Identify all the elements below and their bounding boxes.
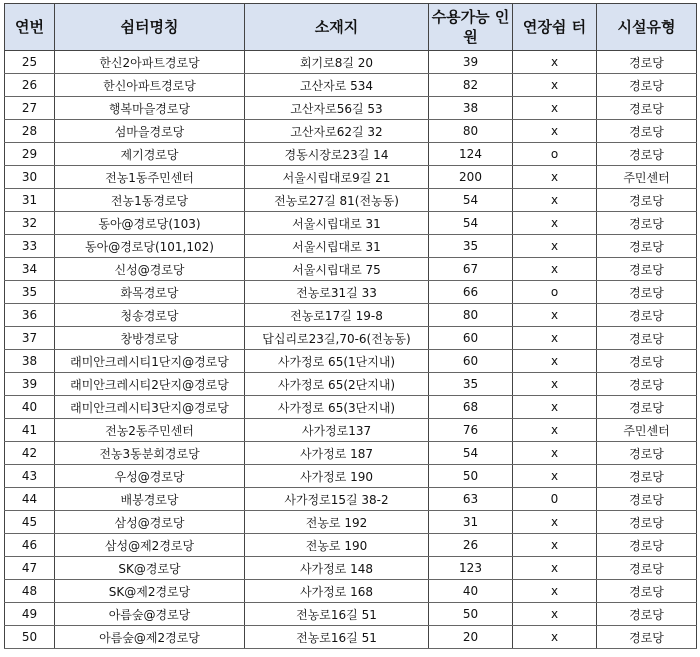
cell-capacity: 63 — [429, 488, 513, 511]
cell-shelter-name: 화목경로당 — [55, 281, 245, 304]
cell-index: 38 — [5, 350, 55, 373]
cell-extended: x — [513, 373, 597, 396]
cell-capacity: 26 — [429, 534, 513, 557]
table-row — [5, 488, 697, 511]
table-row — [5, 120, 697, 143]
table-row — [5, 258, 697, 281]
cell-location: 사가정로 190 — [245, 465, 429, 488]
cell-capacity: 68 — [429, 396, 513, 419]
cell-capacity: 31 — [429, 511, 513, 534]
cell-index: 35 — [5, 281, 55, 304]
table-row — [5, 557, 697, 580]
cell-capacity: 66 — [429, 281, 513, 304]
table-row — [5, 511, 697, 534]
cell-location: 답십리로23길,70-6(전농동) — [245, 327, 429, 350]
cell-location: 사가정로15길 38-2 — [245, 488, 429, 511]
cell-capacity: 200 — [429, 166, 513, 189]
cell-facility-type: 경로당 — [597, 51, 697, 74]
table-row — [5, 419, 697, 442]
table-row — [5, 534, 697, 557]
cell-shelter-name: 래미안크레시티1단지@경로당 — [55, 350, 245, 373]
cell-index: 37 — [5, 327, 55, 350]
cell-capacity: 67 — [429, 258, 513, 281]
cell-index: 50 — [5, 626, 55, 649]
cell-shelter-name: 래미안크레시티2단지@경로당 — [55, 373, 245, 396]
cell-extended: x — [513, 304, 597, 327]
cell-capacity: 20 — [429, 626, 513, 649]
cell-shelter-name: 우성@경로당 — [55, 465, 245, 488]
cell-location: 사가정로 65(3단지내) — [245, 396, 429, 419]
cell-index: 28 — [5, 120, 55, 143]
cell-facility-type: 경로당 — [597, 74, 697, 97]
table-row — [5, 166, 697, 189]
cell-facility-type: 경로당 — [597, 304, 697, 327]
table-body — [5, 51, 697, 649]
cell-extended: 0 — [513, 488, 597, 511]
cell-shelter-name: 한신아파트경로당 — [55, 74, 245, 97]
cell-location: 회기로8길 20 — [245, 51, 429, 74]
cell-shelter-name: 삼성@제2경로당 — [55, 534, 245, 557]
cell-shelter-name: 아름숲@제2경로당 — [55, 626, 245, 649]
cell-extended: x — [513, 626, 597, 649]
table-row — [5, 626, 697, 649]
cell-location: 사가정로 148 — [245, 557, 429, 580]
header-shelter-name: 쉼터명칭 — [55, 4, 245, 51]
cell-capacity: 60 — [429, 350, 513, 373]
cell-shelter-name: 전농2동주민센터 — [55, 419, 245, 442]
cell-extended: x — [513, 74, 597, 97]
cell-capacity: 124 — [429, 143, 513, 166]
cell-extended: x — [513, 580, 597, 603]
cell-facility-type: 경로당 — [597, 511, 697, 534]
cell-index: 36 — [5, 304, 55, 327]
cell-location: 전농로16길 51 — [245, 626, 429, 649]
table-row — [5, 235, 697, 258]
cell-capacity: 80 — [429, 120, 513, 143]
cell-index: 27 — [5, 97, 55, 120]
cell-facility-type: 경로당 — [597, 143, 697, 166]
cell-extended: o — [513, 281, 597, 304]
cell-capacity: 40 — [429, 580, 513, 603]
cell-facility-type: 경로당 — [597, 373, 697, 396]
cell-facility-type: 경로당 — [597, 350, 697, 373]
cell-facility-type: 경로당 — [597, 488, 697, 511]
cell-facility-type: 경로당 — [597, 580, 697, 603]
cell-shelter-name: 아름숲@경로당 — [55, 603, 245, 626]
table-row — [5, 304, 697, 327]
cell-shelter-name: 전농1동경로당 — [55, 189, 245, 212]
cell-location: 서울시립대로 75 — [245, 258, 429, 281]
cell-shelter-name: 행복마을경로당 — [55, 97, 245, 120]
cell-location: 고산자로56길 53 — [245, 97, 429, 120]
cell-extended: x — [513, 511, 597, 534]
cell-location: 서울시립대로 31 — [245, 235, 429, 258]
cell-extended: x — [513, 350, 597, 373]
cell-capacity: 54 — [429, 442, 513, 465]
cell-index: 49 — [5, 603, 55, 626]
cell-index: 33 — [5, 235, 55, 258]
cell-location: 고산자로 534 — [245, 74, 429, 97]
cell-shelter-name: 창방경로당 — [55, 327, 245, 350]
header-row — [5, 4, 697, 51]
cell-extended: x — [513, 97, 597, 120]
cell-shelter-name: 전농1동주민센터 — [55, 166, 245, 189]
cell-shelter-name: 전농3동분회경로당 — [55, 442, 245, 465]
cell-capacity: 50 — [429, 465, 513, 488]
cell-index: 34 — [5, 258, 55, 281]
cell-capacity: 76 — [429, 419, 513, 442]
cell-shelter-name: 섬마을경로당 — [55, 120, 245, 143]
cell-extended: x — [513, 189, 597, 212]
cell-facility-type: 경로당 — [597, 603, 697, 626]
shelter-table-container — [4, 3, 697, 649]
cell-facility-type: 경로당 — [597, 396, 697, 419]
cell-extended: x — [513, 235, 597, 258]
cell-index: 47 — [5, 557, 55, 580]
cell-facility-type: 경로당 — [597, 212, 697, 235]
cell-location: 사가정로 65(2단지내) — [245, 373, 429, 396]
cell-extended: x — [513, 419, 597, 442]
table-row — [5, 465, 697, 488]
table-row — [5, 327, 697, 350]
cell-extended: x — [513, 396, 597, 419]
cell-capacity: 80 — [429, 304, 513, 327]
cell-capacity: 38 — [429, 97, 513, 120]
cell-location: 전농로 192 — [245, 511, 429, 534]
shelter-table — [4, 3, 697, 649]
cell-facility-type: 경로당 — [597, 120, 697, 143]
cell-capacity: 35 — [429, 373, 513, 396]
cell-extended: x — [513, 534, 597, 557]
table-row — [5, 189, 697, 212]
cell-facility-type: 경로당 — [597, 626, 697, 649]
cell-facility-type: 경로당 — [597, 258, 697, 281]
cell-facility-type: 경로당 — [597, 189, 697, 212]
header-location: 소재지 — [245, 4, 429, 51]
cell-capacity: 54 — [429, 212, 513, 235]
cell-shelter-name: 제기경로당 — [55, 143, 245, 166]
cell-index: 29 — [5, 143, 55, 166]
table-row — [5, 373, 697, 396]
cell-index: 42 — [5, 442, 55, 465]
table-row — [5, 442, 697, 465]
cell-location: 사가정로 187 — [245, 442, 429, 465]
cell-shelter-name: 신성@경로당 — [55, 258, 245, 281]
cell-extended: o — [513, 143, 597, 166]
cell-shelter-name: 래미안크레시티3단지@경로당 — [55, 396, 245, 419]
header-capacity: 수용가능 인원 — [429, 4, 513, 51]
cell-extended: x — [513, 603, 597, 626]
cell-index: 48 — [5, 580, 55, 603]
cell-location: 전농로16길 51 — [245, 603, 429, 626]
table-row — [5, 51, 697, 74]
cell-extended: x — [513, 258, 597, 281]
cell-location: 사가정로 65(1단지내) — [245, 350, 429, 373]
header-index: 연번 — [5, 4, 55, 51]
cell-extended: x — [513, 120, 597, 143]
cell-location: 사가정로137 — [245, 419, 429, 442]
cell-extended: x — [513, 327, 597, 350]
cell-index: 45 — [5, 511, 55, 534]
cell-location: 서울시립대로9길 21 — [245, 166, 429, 189]
cell-facility-type: 경로당 — [597, 281, 697, 304]
cell-facility-type: 경로당 — [597, 235, 697, 258]
cell-index: 32 — [5, 212, 55, 235]
table-row — [5, 281, 697, 304]
cell-capacity: 60 — [429, 327, 513, 350]
cell-index: 25 — [5, 51, 55, 74]
cell-capacity: 54 — [429, 189, 513, 212]
cell-index: 30 — [5, 166, 55, 189]
cell-capacity: 50 — [429, 603, 513, 626]
cell-location: 서울시립대로 31 — [245, 212, 429, 235]
cell-capacity: 39 — [429, 51, 513, 74]
cell-shelter-name: 동아@경로당(101,102) — [55, 235, 245, 258]
cell-facility-type: 경로당 — [597, 327, 697, 350]
cell-shelter-name: 삼성@경로당 — [55, 511, 245, 534]
cell-extended: x — [513, 442, 597, 465]
cell-facility-type: 경로당 — [597, 97, 697, 120]
cell-shelter-name: SK@제2경로당 — [55, 580, 245, 603]
cell-index: 40 — [5, 396, 55, 419]
cell-index: 31 — [5, 189, 55, 212]
cell-index: 46 — [5, 534, 55, 557]
cell-index: 39 — [5, 373, 55, 396]
table-row — [5, 74, 697, 97]
cell-facility-type: 경로당 — [597, 534, 697, 557]
table-row — [5, 212, 697, 235]
cell-extended: x — [513, 557, 597, 580]
header-extended: 연장쉼 터 — [513, 4, 597, 51]
cell-facility-type: 주민센터 — [597, 166, 697, 189]
cell-location: 고산자로62길 32 — [245, 120, 429, 143]
cell-index: 26 — [5, 74, 55, 97]
cell-location: 전농로27길 81(전농동) — [245, 189, 429, 212]
cell-index: 41 — [5, 419, 55, 442]
cell-facility-type: 주민센터 — [597, 419, 697, 442]
table-row — [5, 396, 697, 419]
cell-shelter-name: 한신2아파트경로당 — [55, 51, 245, 74]
table-row — [5, 143, 697, 166]
cell-facility-type: 경로당 — [597, 557, 697, 580]
cell-capacity: 123 — [429, 557, 513, 580]
cell-facility-type: 경로당 — [597, 442, 697, 465]
cell-index: 44 — [5, 488, 55, 511]
cell-facility-type: 경로당 — [597, 465, 697, 488]
cell-location: 경동시장로23길 14 — [245, 143, 429, 166]
cell-extended: x — [513, 465, 597, 488]
cell-location: 전농로17길 19-8 — [245, 304, 429, 327]
table-row — [5, 580, 697, 603]
cell-extended: x — [513, 166, 597, 189]
table-row — [5, 350, 697, 373]
table-row — [5, 603, 697, 626]
cell-index: 43 — [5, 465, 55, 488]
cell-extended: x — [513, 212, 597, 235]
cell-shelter-name: SK@경로당 — [55, 557, 245, 580]
cell-shelter-name: 동아@경로당(103) — [55, 212, 245, 235]
table-row — [5, 97, 697, 120]
cell-location: 전농로 190 — [245, 534, 429, 557]
cell-shelter-name: 청송경로당 — [55, 304, 245, 327]
cell-location: 사가정로 168 — [245, 580, 429, 603]
cell-capacity: 35 — [429, 235, 513, 258]
cell-shelter-name: 배봉경로당 — [55, 488, 245, 511]
cell-location: 전농로31길 33 — [245, 281, 429, 304]
cell-capacity: 82 — [429, 74, 513, 97]
header-facility-type: 시설유형 — [597, 4, 697, 51]
cell-extended: x — [513, 51, 597, 74]
